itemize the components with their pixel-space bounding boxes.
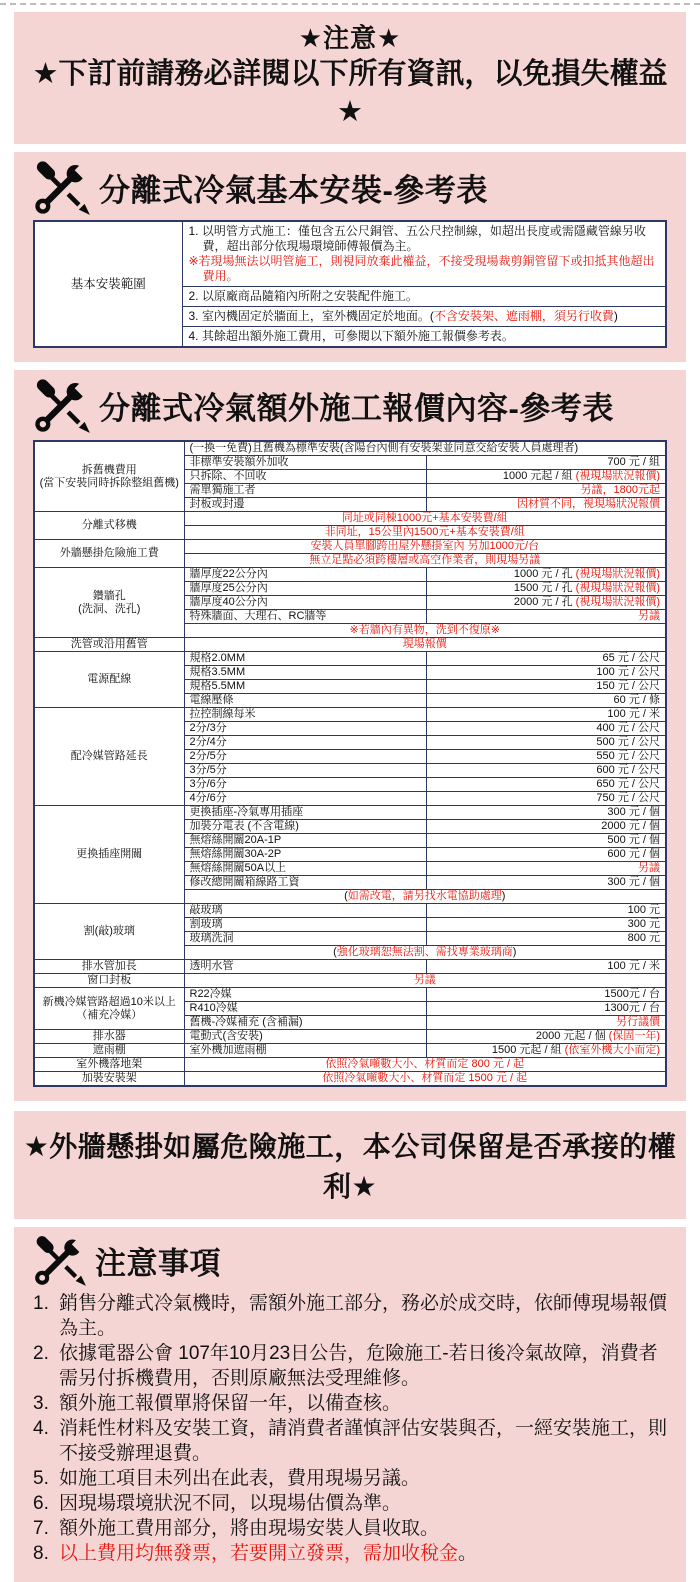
price-cell xyxy=(426,680,666,694)
price-text: 60 元 / 條 xyxy=(613,694,660,706)
price-cell xyxy=(426,736,666,750)
price-note: (視現場狀況報價) xyxy=(575,470,660,482)
price-cell xyxy=(426,568,666,582)
table-row xyxy=(34,638,666,652)
danger-warning-banner xyxy=(14,1111,686,1219)
price-text: 400 元 / 公尺 xyxy=(596,722,660,734)
group-label xyxy=(34,512,184,540)
basic-install-section xyxy=(14,152,686,362)
item-cell: 2分/4分 xyxy=(184,736,426,750)
item-cell: 透明水管 xyxy=(184,960,426,974)
price-cell xyxy=(426,666,666,680)
note-number: 2. xyxy=(33,1343,49,1364)
item-cell: 4分/6分 xyxy=(184,792,426,806)
item-cell: 無熔絲開關50A以上 xyxy=(184,862,426,876)
basic-install-header xyxy=(33,158,667,216)
price-cell xyxy=(426,1002,666,1016)
group-label-line1: 排水器 xyxy=(92,1030,126,1042)
item-cell: 非標準安裝額外加收 xyxy=(184,456,426,470)
note-item xyxy=(33,1341,667,1391)
group-label-line2: (當下安裝同時拆除整組舊機) xyxy=(39,476,179,489)
item-cell: 牆厚度25公分內 xyxy=(184,582,426,596)
table-row xyxy=(34,652,666,666)
price-cell xyxy=(426,1016,666,1030)
span-note-paren: ( xyxy=(333,946,337,958)
table-row xyxy=(34,806,666,820)
note-number: 1. xyxy=(33,1293,49,1314)
price-text: 另議 xyxy=(638,610,660,622)
group-label-line1: 遮雨棚 xyxy=(92,1044,126,1056)
item-cell: 無熔絲開關30A-2P xyxy=(184,848,426,862)
span-note-text: 同址或同棟1000元+基本安裝費/組 xyxy=(341,512,508,524)
note-item xyxy=(33,1291,667,1341)
group-label: 基本安裝範圍 xyxy=(34,221,182,347)
tools-icon xyxy=(33,376,91,434)
group-label xyxy=(34,806,184,904)
note-item xyxy=(33,1466,667,1491)
item-cell: 規格2.0MM xyxy=(184,652,426,666)
price-note: (視現場狀況報價) xyxy=(575,582,660,594)
price-text: 另議，1800元起 xyxy=(580,484,660,496)
group-label-line1: 割(敲)玻璃 xyxy=(83,925,135,937)
group-label-line1: 加裝安裝架 xyxy=(81,1072,137,1084)
price-cell xyxy=(426,792,666,806)
note-text-red: 以上費用均無發票，若要開立發票，需加收稅金 xyxy=(59,1543,459,1564)
basic-rule-3-suffix: ) xyxy=(613,309,618,323)
price-note: (視現場狀況報價) xyxy=(575,568,660,580)
span-note xyxy=(184,512,666,526)
item-cell: 舊機-冷媒補充 (含補漏) xyxy=(184,1016,426,1030)
item-cell: 電線壓條 xyxy=(184,694,426,708)
price-cell xyxy=(426,806,666,820)
item-cell: R410冷媒 xyxy=(184,1002,426,1016)
span-note xyxy=(184,1072,666,1087)
price-cell xyxy=(426,498,666,512)
price-text: 65 元 / 公尺 xyxy=(602,652,660,664)
group-label xyxy=(34,441,184,512)
item-cell: 規格5.5MM xyxy=(184,680,426,694)
price-cell xyxy=(426,1030,666,1044)
price-cell xyxy=(426,750,666,764)
span-note xyxy=(184,946,666,960)
notes-title: 注意事項 xyxy=(95,1245,221,1281)
span-note-paren: ( xyxy=(344,890,348,902)
price-text: 500 元 / 個 xyxy=(607,834,660,846)
price-text: 650 元 / 公尺 xyxy=(596,778,660,790)
table-row xyxy=(34,708,666,722)
price-cell xyxy=(426,582,666,596)
price-cell xyxy=(426,470,666,484)
group-label-line1: 分離式移機 xyxy=(81,519,137,531)
item-cell: 拉控制線每米 xyxy=(184,708,426,722)
attention-banner-line1: ★注意★ xyxy=(298,23,402,53)
note-item xyxy=(33,1541,667,1566)
span-note xyxy=(184,624,666,638)
basic-install-title: 分離式冷氣基本安裝-參考表 xyxy=(99,172,488,208)
price-cell xyxy=(426,484,666,498)
price-text: 1000 元起 / 組 xyxy=(502,470,576,482)
span-note xyxy=(184,526,666,540)
span-note xyxy=(184,974,666,988)
notes-header xyxy=(33,1233,667,1287)
group-label xyxy=(34,1044,184,1058)
price-cell xyxy=(426,862,666,876)
price-cell xyxy=(426,876,666,890)
group-label-line1: 排水管加長 xyxy=(81,960,137,972)
item-cell: 電動式(含安裝) xyxy=(184,1030,426,1044)
price-text: 另行議價 xyxy=(616,1016,660,1028)
extra-fees-title: 分離式冷氣額外施工報價內容-參考表 xyxy=(99,390,614,426)
price-cell xyxy=(426,918,666,932)
table-row xyxy=(34,540,666,554)
span-note-text: 如需改電，請另找水電協助處理 xyxy=(347,890,502,902)
group-label xyxy=(34,904,184,960)
item-cell: 更換插座-冷氣專用插座 xyxy=(184,806,426,820)
price-cell xyxy=(426,596,666,610)
note-text xyxy=(59,1541,667,1566)
item-cell: 只拆除、不回收 xyxy=(184,470,426,484)
basic-rule-4: 4. 其餘超出額外施工費用，可參閱以下額外施工報價參考表。 xyxy=(182,327,666,348)
note-number: 6. xyxy=(33,1493,49,1514)
basic-rule-3 xyxy=(182,307,666,327)
group-label-line1: 更換插座開關 xyxy=(76,848,143,860)
price-text: 500 元 / 公尺 xyxy=(596,736,660,748)
price-text: 100 元 xyxy=(627,904,660,916)
price-text: 1300元 / 台 xyxy=(604,1002,660,1014)
item-cell: 3分/5分 xyxy=(184,764,426,778)
price-text: 300 元 / 個 xyxy=(607,806,660,818)
notice-page xyxy=(0,3,700,1582)
item-cell: 敲玻璃 xyxy=(184,904,426,918)
danger-warning-text: ★外牆懸掛如屬危險施工，本公司保留是否承接的權利★ xyxy=(23,1131,677,1202)
group-label-line1: 電源配線 xyxy=(87,673,132,685)
group-label xyxy=(34,1030,184,1044)
basic-rule-2: 2. 以原廠商品隨箱內所附之安裝配件施工。 xyxy=(182,287,666,307)
item-cell: 牆厚度40公分內 xyxy=(184,596,426,610)
notes-section xyxy=(14,1227,686,1582)
price-cell xyxy=(426,694,666,708)
price-cell xyxy=(426,610,666,624)
price-text: 100 元 / 米 xyxy=(607,960,660,972)
table-row xyxy=(34,904,666,918)
price-cell xyxy=(426,904,666,918)
table-row xyxy=(34,988,666,1002)
item-cell: 加裝分電表 (不含電線) xyxy=(184,820,426,834)
price-note: (視現場狀況報價) xyxy=(575,596,660,608)
price-text: 800 元 xyxy=(627,932,660,944)
span-note xyxy=(184,1058,666,1072)
item-cell: 特殊牆面、大理石、RC牆等 xyxy=(184,610,426,624)
span-note-text: 另議 xyxy=(413,974,436,986)
span-note xyxy=(184,554,666,568)
group-label-line1: 室外機落地架 xyxy=(76,1058,143,1070)
span-note-text: 非同址，15公里內1500元+基本安裝費/組 xyxy=(324,526,525,538)
price-cell xyxy=(426,708,666,722)
note-text: 如施工項目未列出在此表，費用現場另議。 xyxy=(59,1468,421,1489)
basic-rule-1: 1. 以明管方式施工：僅包含五公尺銅管、五公尺控制線，如超出長度或需隱藏管線另收費，超出部分依現場環境師傅報價為主。 xyxy=(188,224,646,253)
note-text: 消耗性材料及安裝工資，請消費者謹慎評估安裝與否，一經安裝施工，則不接受辦理退費。 xyxy=(59,1418,668,1464)
span-note xyxy=(184,890,666,904)
table-row xyxy=(34,960,666,974)
group-label xyxy=(34,1058,184,1072)
price-cell xyxy=(426,722,666,736)
span-note-paren: ) xyxy=(501,890,506,902)
item-cell: 修改總開關箱線路工資 xyxy=(184,876,426,890)
table-row xyxy=(34,1030,666,1044)
table-row xyxy=(34,1072,666,1087)
note-item xyxy=(33,1491,667,1516)
price-text: 550 元 / 公尺 xyxy=(596,750,660,762)
note-text: 銷售分離式冷氣機時，需額外施工部分，務必於成交時，依師傅現場報價為主。 xyxy=(59,1293,668,1339)
extra-fees-section xyxy=(14,370,686,1101)
top-divider xyxy=(0,3,700,5)
item-cell: 3分/6分 xyxy=(184,778,426,792)
price-text: 1500元 / 台 xyxy=(604,988,660,1000)
price-cell xyxy=(426,834,666,848)
table-row xyxy=(34,1044,666,1058)
span-note-text: 依照冷氣噸數大小、材質而定 800 元 / 起 xyxy=(325,1058,525,1070)
item-cell: 割玻璃 xyxy=(184,918,426,932)
note-number: 4. xyxy=(33,1418,49,1439)
tools-icon xyxy=(33,158,91,216)
item-cell: 室外機加遮雨棚 xyxy=(184,1044,426,1058)
price-text: 100 元 / 米 xyxy=(607,708,660,720)
basic-rule-3-red: 不含安裝架、遮雨棚，須另行收費 xyxy=(433,309,614,323)
note-number: 5. xyxy=(33,1468,49,1489)
price-text: 2000 元 / 個 xyxy=(601,820,660,832)
note-item xyxy=(33,1391,667,1416)
basic-rule-1-note: ※若現場無法以明管施工，則視同放棄此權益，不接受現場裁剪銅管留下或扣抵其他超出費用。 xyxy=(188,254,655,283)
note-text: 因現場環境狀況不同，以現場估價為準。 xyxy=(59,1493,402,1514)
note-number: 8. xyxy=(33,1543,49,1564)
price-cell xyxy=(426,820,666,834)
item-cell: R22冷媒 xyxy=(184,988,426,1002)
table-row xyxy=(34,1058,666,1072)
span-note xyxy=(184,540,666,554)
note-number: 3. xyxy=(33,1393,49,1414)
price-text: 2000 元 / 孔 xyxy=(513,596,576,608)
extra-fees-table xyxy=(33,440,667,1087)
group-label xyxy=(34,974,184,988)
item-cell: 2分/3分 xyxy=(184,722,426,736)
price-text: 300 元 xyxy=(627,918,660,930)
price-text: 另議 xyxy=(638,862,660,874)
price-text: 600 元 / 公尺 xyxy=(596,764,660,776)
table-row xyxy=(34,441,666,456)
item-cell: 規格3.5MM xyxy=(184,666,426,680)
price-cell xyxy=(426,764,666,778)
item-cell: 玻璃洗洞 xyxy=(184,932,426,946)
item-cell: 2分/5分 xyxy=(184,750,426,764)
group-label-line1: 配冷媒管路延長 xyxy=(70,750,148,762)
group-label xyxy=(34,1072,184,1087)
note-text: 額外施工費用部分，將由現場安裝人員收取。 xyxy=(59,1518,440,1539)
group-label xyxy=(34,960,184,974)
basic-rule-1-cell xyxy=(182,221,666,287)
attention-banner xyxy=(14,12,686,144)
price-cell xyxy=(426,960,666,974)
span-note-paren: ) xyxy=(512,946,517,958)
tools-icon xyxy=(33,1233,87,1287)
price-text: 1000 元 / 孔 xyxy=(513,568,576,580)
group-label xyxy=(34,568,184,638)
span-note-text: 依照冷氣噸數大小、材質而定 1500 元 / 起 xyxy=(322,1072,528,1084)
item-cell: 封板或封邊 xyxy=(184,498,426,512)
span-note-text: ※若牆內有異物，洗到不復原※ xyxy=(349,624,500,636)
basic-rule-3-prefix: 3. 室內機固定於牆面上，室外機固定於地面。( xyxy=(188,309,434,323)
table-row xyxy=(34,974,666,988)
price-text: 1500 元起 / 組 xyxy=(491,1044,565,1056)
group-label xyxy=(34,638,184,652)
group-label xyxy=(34,652,184,708)
price-note: (依室外機大小而定) xyxy=(564,1044,660,1056)
group-label-line1: 外牆懸掛危險施工費 xyxy=(59,547,159,559)
price-text: 1500 元 / 孔 xyxy=(513,582,576,594)
price-text: 100 元 / 公尺 xyxy=(596,666,660,678)
price-text: 700 元 / 組 xyxy=(607,456,660,468)
note-text-tail: 。 xyxy=(458,1543,478,1564)
group-label-line1: 洗管或沿用舊管 xyxy=(70,638,148,650)
span-note xyxy=(184,638,666,652)
group-label-line1: 窗口封板 xyxy=(87,974,132,986)
span-note-text: 現場報價 xyxy=(402,638,447,650)
table-row xyxy=(34,221,666,287)
price-text: 因材質不同，視現場狀況報價 xyxy=(517,498,660,510)
price-cell xyxy=(426,932,666,946)
group-label xyxy=(34,988,184,1030)
price-note: (保固一年) xyxy=(608,1030,660,1042)
item-cell: 需單獨施工者 xyxy=(184,484,426,498)
span-note-text: 無立足點必須跨樓層或高空作業者，則現場另議 xyxy=(309,554,541,566)
price-text: 2000 元起 / 個 xyxy=(535,1030,609,1042)
price-cell xyxy=(426,988,666,1002)
note-number: 7. xyxy=(33,1518,49,1539)
price-cell xyxy=(426,778,666,792)
group-label-line1: 拆舊機費用 xyxy=(81,463,137,476)
span-note: (一換一免費)且舊機為標準安裝(含陽台內側有安裝架並同意交給安裝人員處理者) xyxy=(184,441,666,456)
group-label xyxy=(34,540,184,568)
group-label-line1: 新機冷媒管路超過10米以上 xyxy=(42,995,176,1008)
group-label-line2: （補充冷媒） xyxy=(76,1008,143,1021)
group-label xyxy=(34,708,184,806)
price-text: 600 元 / 個 xyxy=(607,848,660,860)
extra-fees-header xyxy=(33,376,667,434)
price-cell xyxy=(426,848,666,862)
table-row xyxy=(34,568,666,582)
price-cell xyxy=(426,652,666,666)
price-cell xyxy=(426,1044,666,1058)
attention-banner-line2: ★下訂前請務必詳閱以下所有資訊，以免損失權益★ xyxy=(32,58,668,128)
price-text: 150 元 / 公尺 xyxy=(596,680,660,692)
note-text: 額外施工報價單將保留一年，以備查核。 xyxy=(59,1393,402,1414)
span-note-text: 安裝人員單腳跨出屋外懸掛室內 另加1000元/台 xyxy=(310,540,540,552)
note-text: 依據電器公會 107年10月23日公告，危險施工-若日後冷氣故障，消費者需另付拆機費用，否則原廠無法受理維修。 xyxy=(59,1343,658,1389)
table-row xyxy=(34,512,666,526)
note-item xyxy=(33,1416,667,1466)
group-label-line2: (洗洞、洗孔) xyxy=(78,602,141,615)
group-label-line1: 鑽牆孔 xyxy=(92,589,126,602)
price-cell xyxy=(426,456,666,470)
price-text: 300 元 / 個 xyxy=(607,876,660,888)
note-item xyxy=(33,1516,667,1541)
price-text: 750 元 / 公尺 xyxy=(596,792,660,804)
item-cell: 無熔絲開關20A-1P xyxy=(184,834,426,848)
item-cell: 牆厚度22公分內 xyxy=(184,568,426,582)
span-note-text: 強化玻璃恕無法割、需找專業玻璃商 xyxy=(336,946,513,958)
basic-install-table xyxy=(33,220,667,348)
